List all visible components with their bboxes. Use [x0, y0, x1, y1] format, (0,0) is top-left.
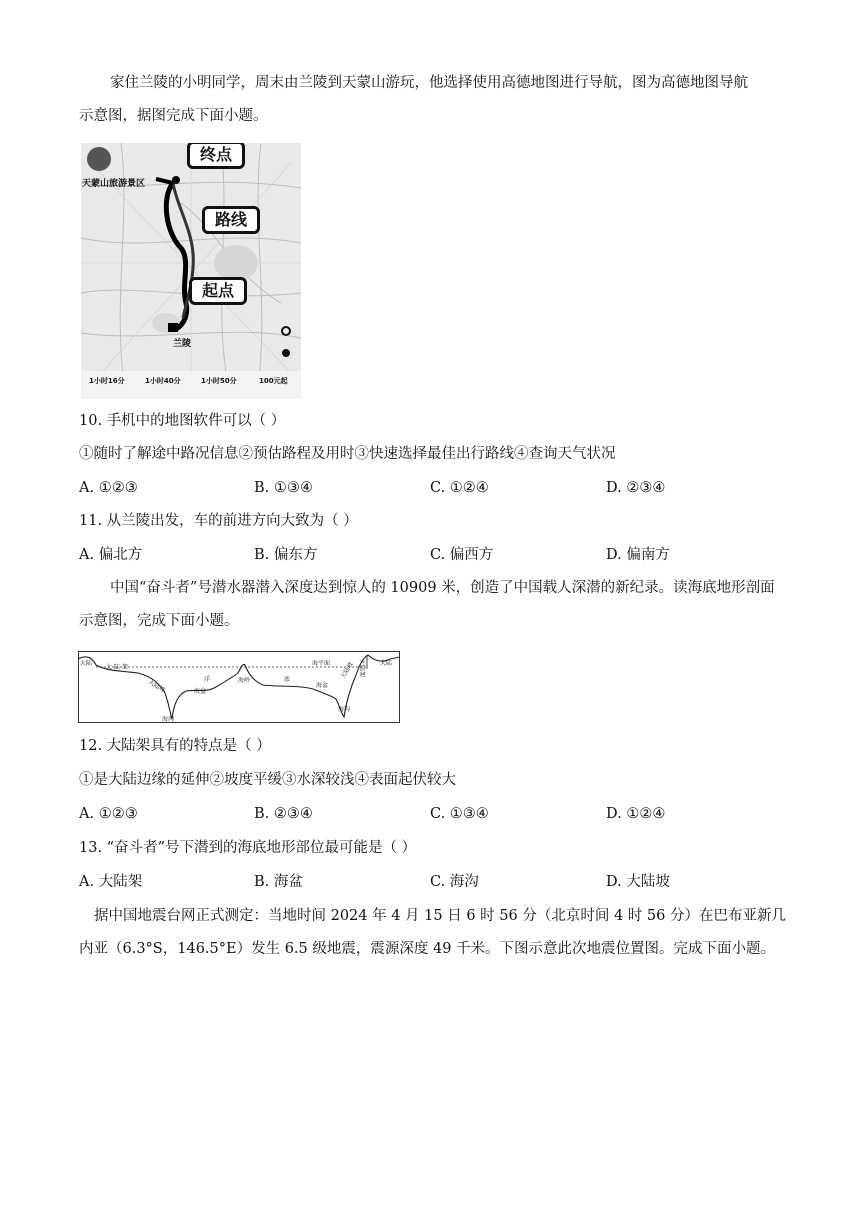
label-shelf: 大 陆 架	[106, 664, 128, 671]
seafloor-profile-figure	[78, 651, 400, 723]
q13-option-c[interactable]: C. 海沟	[430, 874, 479, 890]
profile-drawing	[78, 651, 400, 723]
label-basin-right: 海盆	[316, 682, 329, 689]
route-option-2: 1小时40分	[145, 377, 181, 385]
q13-option-b[interactable]: B. 海盆	[254, 874, 303, 890]
route-option-1: 1小时16分	[89, 377, 125, 385]
q11-option-b[interactable]: B. 偏东方	[254, 547, 318, 563]
label-slope-left: 大陆坡	[147, 678, 167, 694]
q13-option-d[interactable]: D. 大陆坡	[606, 874, 670, 890]
label-continent-left: 大陆	[80, 660, 93, 667]
app-logo-icon	[87, 147, 111, 171]
intro1-line1: 家住兰陵的小明同学，周末由兰陵到天蒙山游玩，他选择使用高德地图进行导航，图为高德地图导航	[110, 75, 748, 91]
locate-icon	[282, 349, 290, 357]
q12-stem: 12. 大陆架具有的特点是（ ）	[79, 738, 271, 754]
end-marker	[172, 176, 180, 184]
intro1-line2: 示意图，据图完成下面小题。	[79, 108, 268, 124]
q12-items: ①是大陆边缘的延伸②坡度平缓③水深较浅④表面起伏较大	[79, 772, 456, 788]
q12-option-c[interactable]: C. ①③④	[430, 806, 489, 822]
route-label: 路线	[202, 206, 260, 234]
q11-stem: 11. 从兰陵出发，车的前进方向大致为（ ）	[79, 513, 358, 529]
label-slope-right: 大陆坡	[339, 660, 355, 680]
place-tianmeng: 天蒙山旅游景区	[82, 179, 146, 189]
label-shelf-right: 大陆架	[358, 659, 365, 678]
q12-option-d[interactable]: D. ①②④	[606, 806, 666, 822]
start-marker	[168, 323, 178, 332]
q11-option-c[interactable]: C. 偏西方	[430, 547, 494, 563]
place-lanling: 兰陵	[173, 339, 192, 349]
q11-option-d[interactable]: D. 偏南方	[606, 547, 670, 563]
q10-items: ①随时了解途中路况信息②预估路程及用时③快速选择最佳出行路线④查询天气状况	[79, 446, 616, 462]
label-bottom: 底	[284, 676, 291, 683]
label-trench-right: 海沟	[338, 706, 351, 713]
q10-option-a[interactable]: A. ①②③	[79, 480, 138, 496]
label-sea-level: 海平面	[312, 660, 331, 667]
refresh-icon	[282, 327, 290, 335]
route-option-4: 100元起	[259, 377, 288, 385]
intro2-line2: 示意图，完成下面小题。	[79, 613, 239, 629]
route-option-3: 1小时50分	[201, 377, 237, 385]
q10-option-d[interactable]: D. ②③④	[606, 480, 666, 496]
label-ocean: 洋	[204, 676, 211, 683]
label-basin-left: 海盆	[194, 688, 207, 695]
q13-stem: 13. “奋斗者”号下潜到的海底地形部位最可能是（ ）	[79, 840, 417, 856]
end-label: 终点	[187, 143, 245, 169]
intro2-line1: 中国“奋斗者”号潜水器潜入深度达到惊人的 10909 米，创造了中国载人深潜的新纪录。读海底地形剖面	[110, 580, 775, 596]
q11-option-a[interactable]: A. 偏北方	[79, 547, 143, 563]
intro3-line2: 内亚（6.3°S，146.5°E）发生 6.5 级地震，震源深度 49 千米。下图示意此次地震位置图。完成下面小题。	[79, 941, 776, 957]
q12-option-b[interactable]: B. ②③④	[254, 806, 313, 822]
q10-option-b[interactable]: B. ①③④	[254, 480, 313, 496]
intro3-line1: 据中国地震台网正式测定：当地时间 2024 年 4 月 15 日 6 时 56 分（北京时间 4 时 56 分）在巴布亚新几	[94, 908, 786, 924]
q10-stem: 10. 手机中的地图软件可以（ ）	[79, 413, 286, 429]
start-label: 起点	[189, 277, 247, 305]
label-continent-right: 大陆	[380, 660, 393, 667]
q12-option-a[interactable]: A. ①②③	[79, 806, 138, 822]
q13-option-a[interactable]: A. 大陆架	[79, 874, 143, 890]
label-ridge: 海岭	[238, 677, 251, 684]
label-trench-left: 海沟	[162, 716, 175, 723]
navigation-map-figure	[81, 143, 301, 399]
q10-option-c[interactable]: C. ①②④	[430, 480, 489, 496]
